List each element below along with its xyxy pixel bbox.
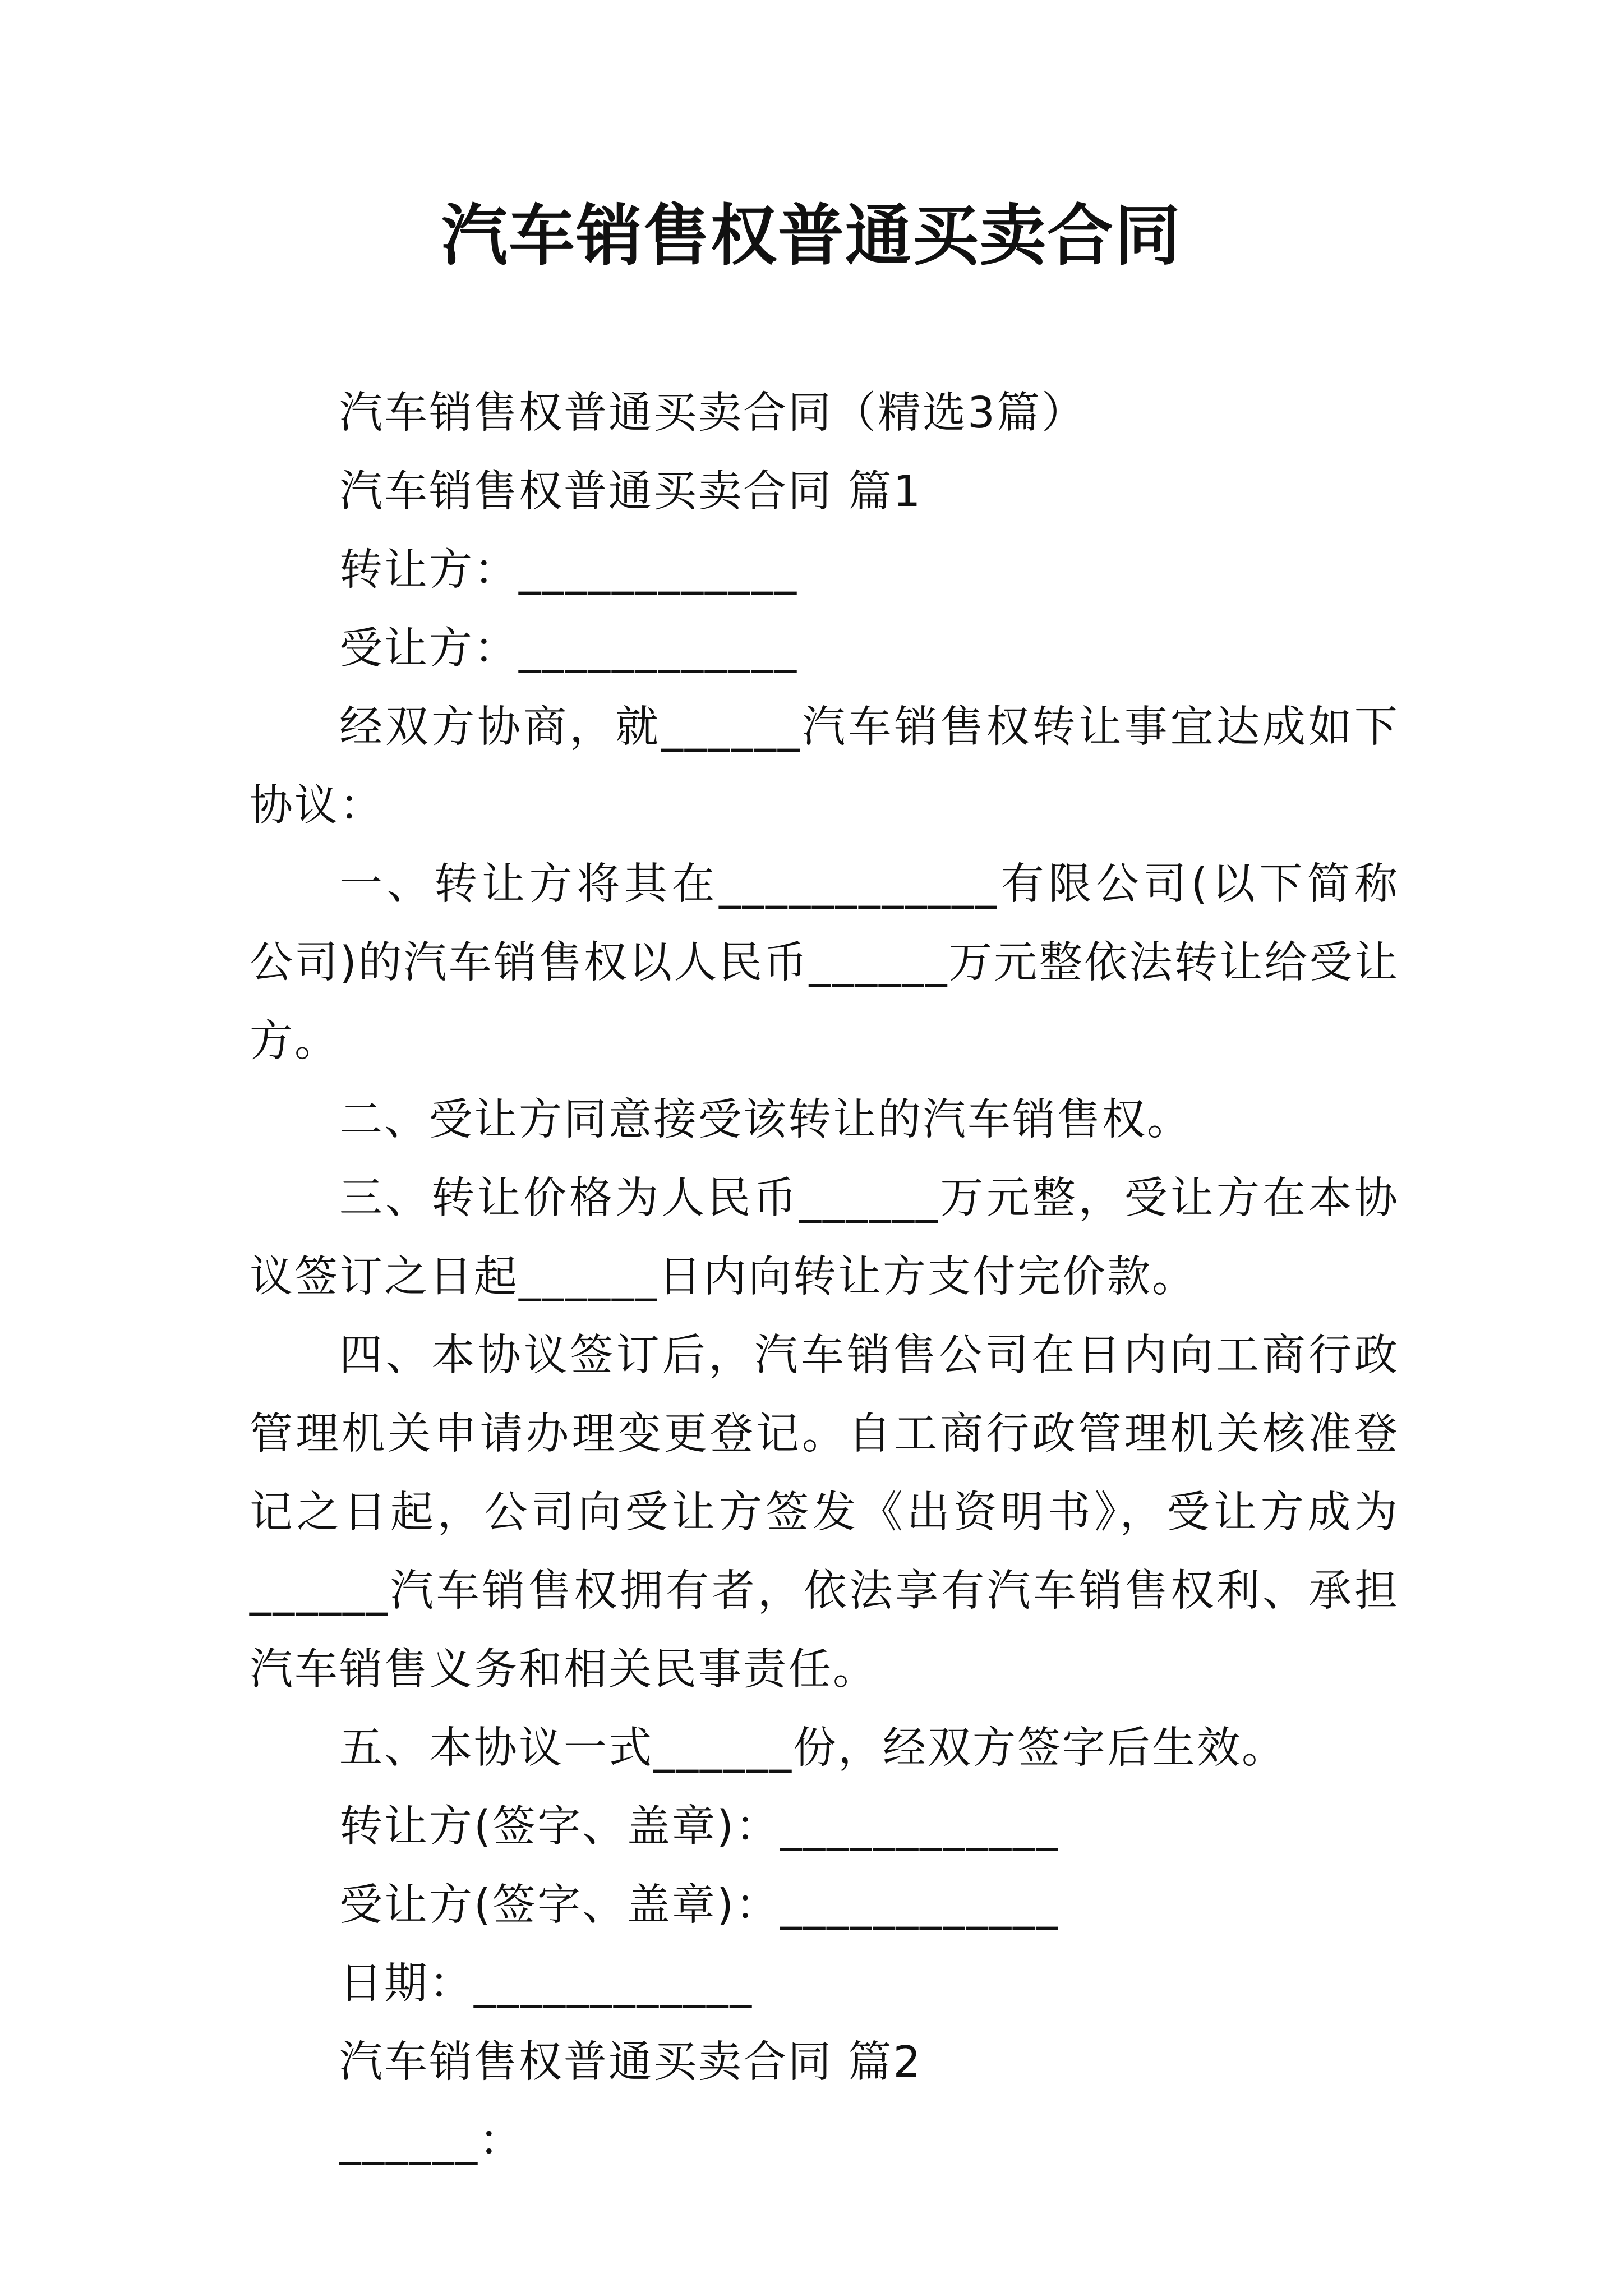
transferee-signature-line: 受让方(签字、盖章)：____________ [339, 1880, 1060, 1930]
page-title: 汽车销售权普通买卖合同 [441, 196, 1182, 274]
section-heading-1: 汽车销售权普通买卖合同 篇1 [339, 467, 923, 517]
clause-3: 三、转让价格为人民币______万元整，受让方在本协议签订之日起______日内向转让方支付完价款。 [250, 1174, 1399, 1302]
document-body [250, 374, 1399, 2180]
clause-5: 五、本协议一式______份，经双方签字后生效。 [339, 1723, 1287, 1773]
clause-2: 二、受让方同意接受该转让的汽车销售权。 [339, 1095, 1192, 1145]
clause-4: 四、本协议签订后，汽车销售公司在日内向工商行政管理机关申请办理变更登记。自工商行政管理机关核准登记之日起，公司向受让方签发《出资明书》，受让方成为______汽车销售权拥有者，依法享有汽车销售权利、承担汽车销售义务和相关民事责任。 [250, 1331, 1399, 1695]
collection-heading: 汽车销售权普通买卖合同（精选3篇） [339, 388, 1086, 438]
blank-party-line: ______： [339, 2116, 524, 2166]
date-line: 日期：____________ [339, 1959, 753, 2009]
agreement-intro: 经双方协商，就______汽车销售权转让事宜达成如下协议： [250, 702, 1399, 831]
section-heading-2: 汽车销售权普通买卖合同 篇2 [339, 2037, 923, 2087]
clause-1: 一、转让方将其在____________有限公司(以下简称公司)的汽车销售权以人民币______万元整依法转让给受让方。 [250, 859, 1399, 1066]
transferor-line: 转让方：____________ [339, 545, 798, 595]
transferee-line: 受让方：____________ [339, 624, 798, 674]
transferor-signature-line: 转让方(签字、盖章)：____________ [339, 1802, 1060, 1852]
